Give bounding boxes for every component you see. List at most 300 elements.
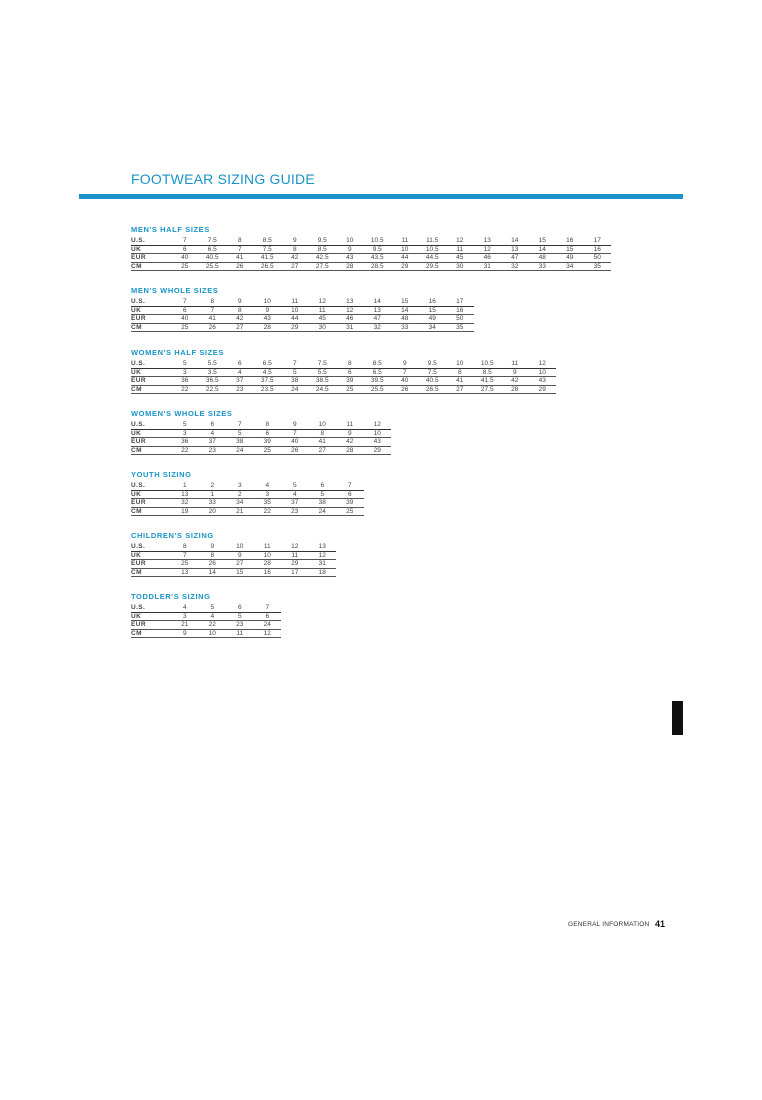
section-heading: WOMEN'S HALF SIZES	[131, 348, 224, 357]
table-cell: 8.5	[254, 237, 282, 245]
table-cell: 26	[281, 446, 309, 455]
table-cell: 16	[419, 298, 447, 306]
table-cell: 10	[364, 429, 392, 438]
table-cell: 39	[336, 499, 364, 508]
table-cell: 25.5	[364, 385, 392, 394]
table-cell: 12	[254, 629, 282, 638]
row-label: UK	[131, 368, 171, 377]
table-cell: 39.5	[364, 377, 392, 386]
table-cell: 29.5	[419, 262, 447, 271]
table-cell: 40	[281, 438, 309, 447]
table-row	[131, 612, 281, 621]
table-cell: 50	[446, 315, 474, 324]
table-cell: 21	[226, 507, 254, 516]
table-cell: 48	[391, 315, 419, 324]
table-cell: 37	[281, 499, 309, 508]
section-tab-marker	[672, 701, 683, 735]
table-cell: 5	[199, 604, 227, 612]
table-cell: 5.5	[199, 360, 227, 368]
table-cell: 12	[446, 237, 474, 245]
table-cell: 7.5	[419, 368, 447, 377]
table-row	[131, 543, 336, 551]
table-cell: 29	[281, 323, 309, 332]
table-cell: 26	[226, 262, 254, 271]
table-cell: 25	[171, 323, 199, 332]
table-cell: 27.5	[474, 385, 502, 394]
row-label: UK	[131, 490, 171, 499]
table-cell: 7	[281, 429, 309, 438]
size-table	[131, 482, 364, 516]
table-cell: 38	[309, 499, 337, 508]
table-cell: 9	[226, 298, 254, 306]
table-cell: 26.5	[419, 385, 447, 394]
table-cell: 8.5	[474, 368, 502, 377]
table-cell: 16	[584, 245, 612, 254]
table-cell: 37	[226, 377, 254, 386]
table-cell: 31	[474, 262, 502, 271]
table-cell: 9.5	[364, 245, 392, 254]
table-cell: 24	[309, 507, 337, 516]
table-cell: 10	[281, 306, 309, 315]
table-cell: 8	[254, 421, 282, 429]
table-cell: 44.5	[419, 254, 447, 263]
table-row	[131, 262, 611, 271]
table-cell: 24	[281, 385, 309, 394]
table-cell: 15	[391, 298, 419, 306]
row-label: CM	[131, 446, 171, 455]
table-cell: 22	[254, 507, 282, 516]
table-cell: 25	[254, 446, 282, 455]
table-cell: 1	[171, 482, 199, 490]
sizing-section	[131, 285, 474, 332]
sizing-section	[131, 408, 391, 455]
table-cell: 7	[199, 306, 227, 315]
table-cell: 10	[226, 543, 254, 551]
size-table	[131, 237, 611, 271]
row-label: EUR	[131, 254, 171, 263]
table-cell: 3	[226, 482, 254, 490]
sizing-section	[131, 224, 611, 271]
table-cell: 4	[171, 604, 199, 612]
table-cell: 36.5	[199, 377, 227, 386]
table-cell: 10.5	[364, 237, 392, 245]
row-label: U.S.	[131, 482, 171, 490]
table-cell: 8	[199, 551, 227, 560]
table-cell: 28.5	[364, 262, 392, 271]
table-cell: 4	[281, 490, 309, 499]
row-label: EUR	[131, 377, 171, 386]
table-cell: 10	[336, 237, 364, 245]
sizing-section	[131, 347, 556, 394]
row-label: U.S.	[131, 604, 171, 612]
table-cell: 3	[171, 612, 199, 621]
table-cell: 12	[281, 543, 309, 551]
table-cell: 36	[171, 377, 199, 386]
table-cell: 10	[391, 245, 419, 254]
table-cell: 50	[584, 254, 612, 263]
table-cell: 17	[584, 237, 612, 245]
table-cell: 34	[419, 323, 447, 332]
table-cell: 20	[199, 507, 227, 516]
table-cell: 12	[309, 551, 337, 560]
table-cell: 16	[556, 237, 584, 245]
table-cell: 11	[446, 245, 474, 254]
table-cell: 12	[309, 298, 337, 306]
table-cell: 29	[281, 560, 309, 569]
size-table	[131, 298, 474, 332]
table-row	[131, 421, 391, 429]
row-label: UK	[131, 306, 171, 315]
table-cell: 5	[226, 429, 254, 438]
table-cell: 7.5	[199, 237, 227, 245]
table-cell: 11.5	[419, 237, 447, 245]
table-cell: 6	[254, 429, 282, 438]
table-cell: 28	[336, 446, 364, 455]
table-cell: 14	[501, 237, 529, 245]
table-cell: 7	[336, 482, 364, 490]
row-label: EUR	[131, 560, 171, 569]
row-label: UK	[131, 429, 171, 438]
size-table	[131, 360, 556, 394]
table-cell: 23	[226, 385, 254, 394]
table-cell: 4	[199, 429, 227, 438]
table-row	[131, 621, 281, 630]
section-heading: TODDLER'S SIZING	[131, 592, 211, 601]
table-cell: 8	[226, 306, 254, 315]
table-cell: 6	[226, 604, 254, 612]
table-cell: 10	[309, 421, 337, 429]
table-row	[131, 429, 391, 438]
table-cell: 15	[556, 245, 584, 254]
table-row	[131, 306, 474, 315]
size-table	[131, 421, 391, 455]
table-cell: 8.5	[364, 360, 392, 368]
table-cell: 31	[309, 560, 337, 569]
table-cell: 8	[199, 298, 227, 306]
table-cell: 28	[501, 385, 529, 394]
table-cell: 32	[501, 262, 529, 271]
section-heading: WOMEN'S WHOLE SIZES	[131, 409, 233, 418]
table-cell: 48	[529, 254, 557, 263]
table-cell: 38	[281, 377, 309, 386]
table-cell: 9.5	[419, 360, 447, 368]
table-cell: 32	[364, 323, 392, 332]
table-cell: 34	[226, 499, 254, 508]
table-cell: 24	[226, 446, 254, 455]
table-cell: 42	[336, 438, 364, 447]
table-cell: 4.5	[254, 368, 282, 377]
row-label: EUR	[131, 621, 171, 630]
table-cell: 6	[336, 490, 364, 499]
table-cell: 7	[171, 237, 199, 245]
table-cell: 34	[556, 262, 584, 271]
table-cell: 3	[254, 490, 282, 499]
table-cell: 42	[226, 315, 254, 324]
table-cell: 1	[199, 490, 227, 499]
table-cell: 2	[199, 482, 227, 490]
table-cell: 14	[391, 306, 419, 315]
table-row	[131, 490, 364, 499]
table-row	[131, 368, 556, 377]
table-cell: 9	[281, 237, 309, 245]
table-cell: 23	[226, 621, 254, 630]
table-row	[131, 377, 556, 386]
table-cell: 9	[336, 245, 364, 254]
table-row	[131, 385, 556, 394]
table-cell: 13	[501, 245, 529, 254]
table-cell: 43	[336, 254, 364, 263]
table-cell: 15	[529, 237, 557, 245]
table-cell: 7	[254, 604, 282, 612]
table-cell: 14	[529, 245, 557, 254]
table-cell: 5.5	[309, 368, 337, 377]
table-cell: 23	[281, 507, 309, 516]
table-cell: 5	[309, 490, 337, 499]
table-cell: 25	[336, 507, 364, 516]
table-cell: 33	[529, 262, 557, 271]
table-row	[131, 446, 391, 455]
table-cell: 35	[254, 499, 282, 508]
table-cell: 27	[281, 262, 309, 271]
table-cell: 26	[199, 560, 227, 569]
table-cell: 13	[171, 568, 199, 577]
table-cell: 7	[171, 298, 199, 306]
table-cell: 11	[391, 237, 419, 245]
table-cell: 24.5	[309, 385, 337, 394]
table-cell: 40	[171, 315, 199, 324]
table-cell: 38.5	[309, 377, 337, 386]
table-row	[131, 482, 364, 490]
table-cell: 46	[336, 315, 364, 324]
table-cell: 12	[336, 306, 364, 315]
table-cell: 15	[226, 568, 254, 577]
table-cell: 49	[419, 315, 447, 324]
table-cell: 10.5	[419, 245, 447, 254]
table-cell: 14	[199, 568, 227, 577]
table-cell: 5	[281, 368, 309, 377]
table-cell: 7	[171, 551, 199, 560]
table-cell: 41.5	[474, 377, 502, 386]
table-cell: 36	[171, 438, 199, 447]
table-cell: 27	[309, 446, 337, 455]
sizing-section	[131, 530, 336, 577]
table-cell: 10	[529, 368, 557, 377]
table-cell: 22.5	[199, 385, 227, 394]
row-label: UK	[131, 612, 171, 621]
row-label: CM	[131, 629, 171, 638]
table-cell: 26	[391, 385, 419, 394]
row-label: CM	[131, 323, 171, 332]
section-heading: MEN'S WHOLE SIZES	[131, 286, 219, 295]
table-cell: 27.5	[309, 262, 337, 271]
table-cell: 13	[336, 298, 364, 306]
table-cell: 21	[171, 621, 199, 630]
table-cell: 43	[254, 315, 282, 324]
table-cell: 7	[281, 360, 309, 368]
table-cell: 3.5	[199, 368, 227, 377]
table-cell: 33	[391, 323, 419, 332]
table-cell: 3	[171, 368, 199, 377]
table-cell: 6	[254, 612, 282, 621]
table-cell: 18	[309, 568, 337, 577]
table-cell: 10	[199, 629, 227, 638]
table-cell: 16	[446, 306, 474, 315]
table-cell: 30	[446, 262, 474, 271]
table-cell: 42.5	[309, 254, 337, 263]
table-cell: 9	[199, 543, 227, 551]
table-cell: 23.5	[254, 385, 282, 394]
table-cell: 9	[336, 429, 364, 438]
table-cell: 8.5	[309, 245, 337, 254]
table-cell: 40	[171, 254, 199, 263]
table-cell: 6.5	[364, 368, 392, 377]
table-cell: 12	[364, 421, 392, 429]
table-cell: 6	[199, 421, 227, 429]
table-cell: 37	[199, 438, 227, 447]
table-cell: 6.5	[254, 360, 282, 368]
table-cell: 42	[501, 377, 529, 386]
table-row	[131, 245, 611, 254]
table-cell: 17	[446, 298, 474, 306]
row-label: EUR	[131, 438, 171, 447]
table-cell: 11	[336, 421, 364, 429]
table-cell: 31	[336, 323, 364, 332]
table-row	[131, 254, 611, 263]
row-label: CM	[131, 262, 171, 271]
table-cell: 40.5	[419, 377, 447, 386]
table-cell: 11	[501, 360, 529, 368]
table-cell: 25	[171, 560, 199, 569]
table-cell: 25.5	[199, 262, 227, 271]
table-cell: 44	[391, 254, 419, 263]
table-cell: 4	[199, 612, 227, 621]
section-heading: CHILDREN'S SIZING	[131, 531, 214, 540]
table-row	[131, 298, 474, 306]
table-cell: 40	[391, 377, 419, 386]
section-heading: MEN'S HALF SIZES	[131, 225, 210, 234]
table-cell: 8	[281, 245, 309, 254]
table-cell: 4	[254, 482, 282, 490]
table-cell: 5	[281, 482, 309, 490]
table-cell: 32	[171, 499, 199, 508]
table-cell: 9	[226, 551, 254, 560]
table-cell: 45	[446, 254, 474, 263]
table-cell: 9.5	[309, 237, 337, 245]
table-cell: 11	[309, 306, 337, 315]
table-cell: 10	[446, 360, 474, 368]
table-cell: 7	[226, 245, 254, 254]
table-cell: 9	[171, 629, 199, 638]
table-cell: 19	[171, 507, 199, 516]
table-cell: 35	[446, 323, 474, 332]
table-row	[131, 438, 391, 447]
table-cell: 10	[254, 551, 282, 560]
table-cell: 5	[226, 612, 254, 621]
table-row	[131, 507, 364, 516]
size-table	[131, 543, 336, 577]
table-cell: 22	[199, 621, 227, 630]
table-cell: 7	[226, 421, 254, 429]
table-cell: 30	[309, 323, 337, 332]
table-cell: 27	[226, 323, 254, 332]
table-cell: 8	[446, 368, 474, 377]
table-row	[131, 237, 611, 245]
table-cell: 9	[254, 306, 282, 315]
table-cell: 7	[391, 368, 419, 377]
table-cell: 6	[171, 245, 199, 254]
table-row	[131, 323, 474, 332]
table-cell: 28	[336, 262, 364, 271]
row-label: CM	[131, 507, 171, 516]
table-cell: 7.5	[309, 360, 337, 368]
table-cell: 8	[171, 543, 199, 551]
table-cell: 7.5	[254, 245, 282, 254]
table-cell: 41	[226, 254, 254, 263]
table-cell: 25	[171, 262, 199, 271]
page-number: 41	[655, 919, 666, 929]
table-row	[131, 568, 336, 577]
table-cell: 12	[529, 360, 557, 368]
table-row	[131, 629, 281, 638]
table-cell: 11	[281, 551, 309, 560]
table-cell: 12	[474, 245, 502, 254]
table-cell: 37.5	[254, 377, 282, 386]
table-cell: 13	[474, 237, 502, 245]
table-cell: 4	[226, 368, 254, 377]
size-table	[131, 604, 281, 638]
table-cell: 6.5	[199, 245, 227, 254]
row-label: U.S.	[131, 360, 171, 368]
table-cell: 3	[171, 429, 199, 438]
table-cell: 15	[419, 306, 447, 315]
row-label: EUR	[131, 315, 171, 324]
table-cell: 42	[281, 254, 309, 263]
table-cell: 5	[171, 360, 199, 368]
row-label: EUR	[131, 499, 171, 508]
table-cell: 35	[584, 262, 612, 271]
row-label: CM	[131, 385, 171, 394]
table-cell: 9	[281, 421, 309, 429]
table-cell: 17	[281, 568, 309, 577]
table-cell: 44	[281, 315, 309, 324]
footer-section-label: GENERAL INFORMATION	[568, 921, 650, 928]
row-label: U.S.	[131, 298, 171, 306]
table-cell: 6	[226, 360, 254, 368]
table-cell: 9	[391, 360, 419, 368]
table-cell: 5	[171, 421, 199, 429]
table-cell: 43	[529, 377, 557, 386]
table-cell: 13	[171, 490, 199, 499]
table-cell: 22	[171, 385, 199, 394]
table-cell: 45	[309, 315, 337, 324]
table-cell: 10.5	[474, 360, 502, 368]
table-cell: 11	[254, 543, 282, 551]
table-cell: 13	[364, 306, 392, 315]
row-label: U.S.	[131, 421, 171, 429]
page-title: FOOTWEAR SIZING GUIDE	[131, 171, 315, 187]
table-cell: 41	[446, 377, 474, 386]
table-row	[131, 551, 336, 560]
table-cell: 27	[446, 385, 474, 394]
table-cell: 16	[254, 568, 282, 577]
table-cell: 41	[309, 438, 337, 447]
table-cell: 33	[199, 499, 227, 508]
row-label: CM	[131, 568, 171, 577]
table-row	[131, 315, 474, 324]
row-label: U.S.	[131, 543, 171, 551]
table-cell: 6	[171, 306, 199, 315]
table-cell: 8	[336, 360, 364, 368]
